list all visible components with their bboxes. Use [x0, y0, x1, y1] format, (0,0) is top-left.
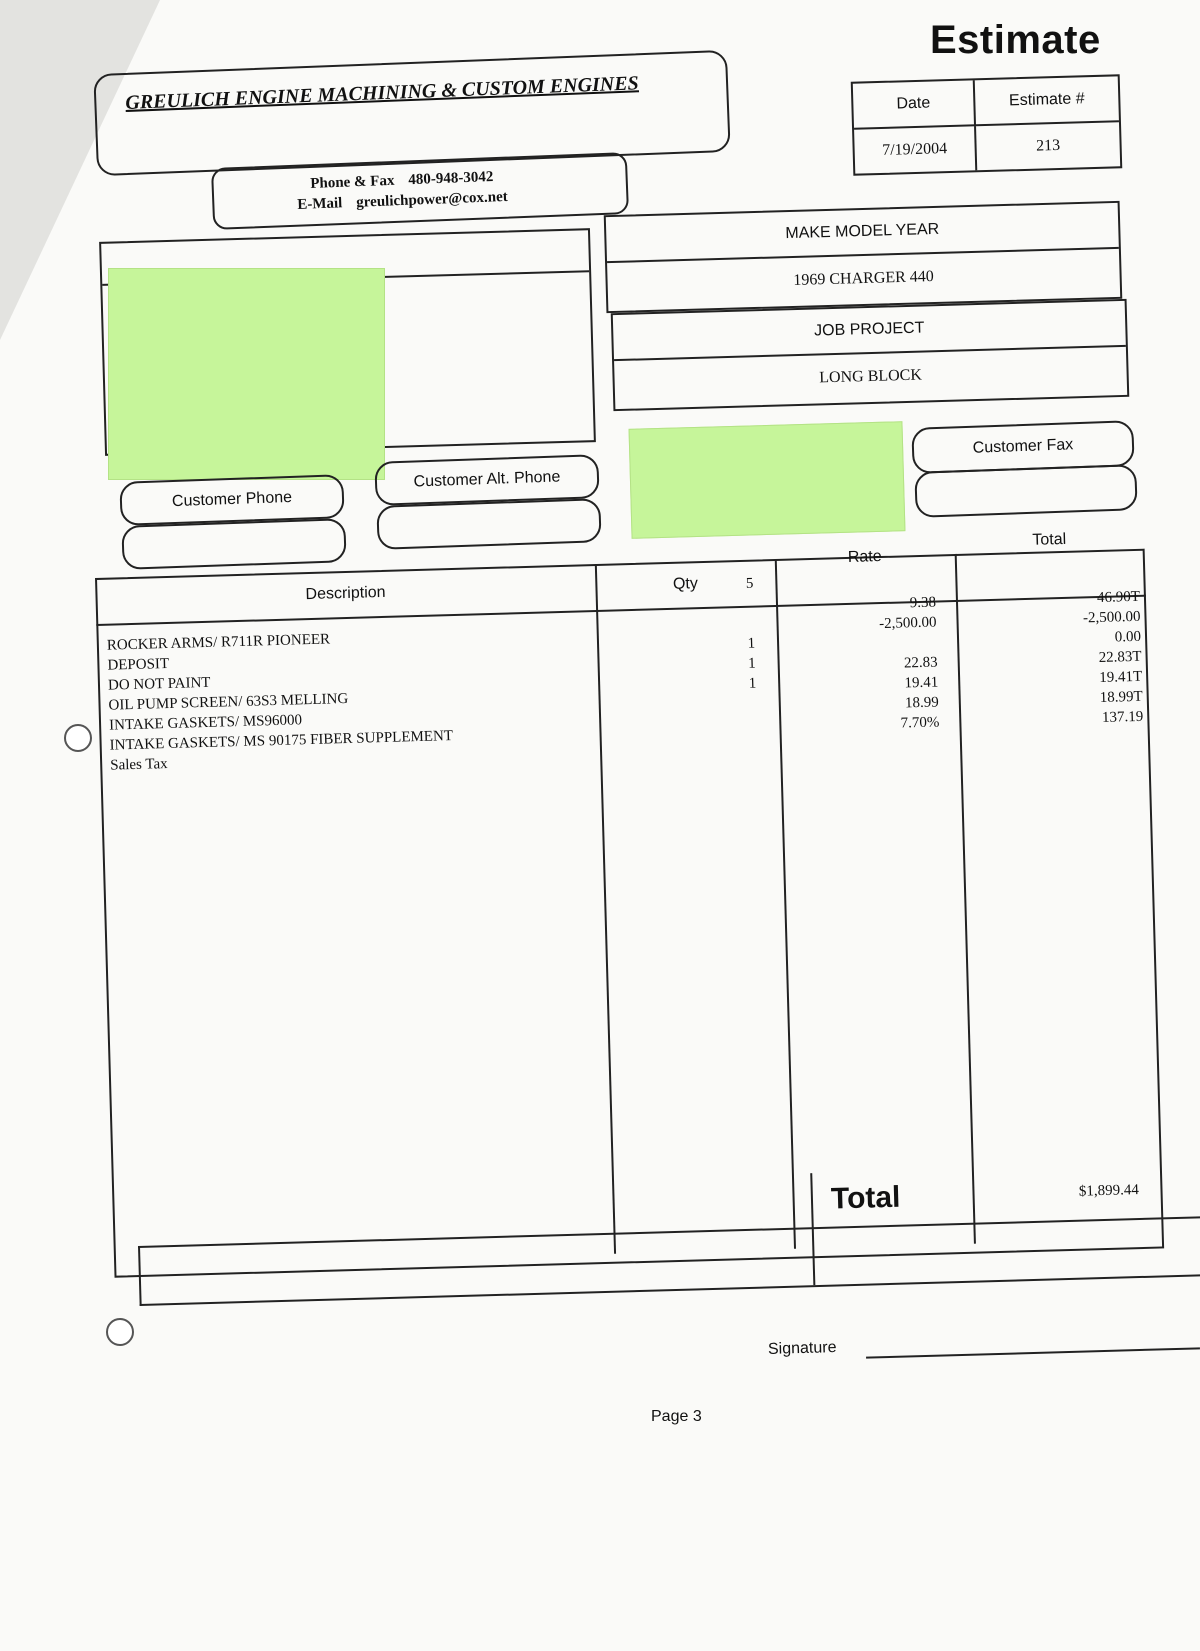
- table-row-rate: 22.83: [903, 654, 938, 672]
- customer-phone-label-pill: [119, 474, 344, 526]
- document-title: Estimate: [930, 18, 1101, 62]
- signature-line[interactable]: [866, 1347, 1200, 1358]
- signature-label: Signature: [767, 1339, 837, 1358]
- customer-alt-phone-field[interactable]: [376, 498, 601, 550]
- description-header: Description: [305, 583, 386, 604]
- table-row-total: 46.90T: [1096, 588, 1141, 607]
- customer-phone-field[interactable]: [121, 518, 346, 570]
- estimate-number-header: Estimate #: [975, 76, 1119, 126]
- table-row-qty: 1: [747, 635, 756, 652]
- make-model-year-value: 1969 CHARGER 440: [793, 268, 935, 289]
- table-row-total: 0.00: [1114, 628, 1142, 646]
- redacted-customer-email: [629, 421, 906, 539]
- table-row-rate: 18.99: [904, 694, 940, 712]
- redacted-customer-address: [108, 268, 385, 480]
- date-estimate-block: [851, 74, 1123, 175]
- job-project-box: [611, 299, 1130, 411]
- table-row-qty: 1: [748, 675, 757, 692]
- description-column: [107, 626, 454, 776]
- make-model-year-box: [604, 201, 1123, 313]
- table-row-description: DEPOSIT: [107, 655, 170, 674]
- rate-header: Rate: [847, 548, 882, 566]
- table-row-description: DO NOT PAINT: [107, 674, 211, 694]
- table-row-description: OIL PUMP SCREEN/ 63S3 MELLING: [108, 690, 349, 714]
- line-items-table: [95, 530, 1164, 1278]
- phone-fax-value: 480-948-3042: [408, 168, 494, 189]
- customer-phone-label: Customer Phone: [171, 488, 293, 511]
- table-row-total: -2,500.00: [1082, 608, 1141, 627]
- table-row-description: Sales Tax: [110, 756, 168, 774]
- email-value: greulichpower@cox.net: [355, 188, 509, 211]
- table-row-rate: 7.70%: [900, 714, 940, 732]
- table-row-rate: 19.41: [904, 674, 939, 692]
- make-model-year-label: MAKE MODEL YEAR: [606, 203, 1119, 263]
- table-row-total: 137.19: [1101, 708, 1144, 726]
- date-header: Date: [853, 80, 976, 129]
- rate-column: [756, 593, 940, 738]
- customer-fax-field[interactable]: [914, 464, 1137, 518]
- estimate-number-value: 213: [1035, 136, 1061, 155]
- qty-header: Qty: [672, 575, 699, 593]
- total-column: [942, 587, 1144, 732]
- customer-fax-label: Customer Fax: [972, 436, 1074, 457]
- total-header: Total: [1032, 530, 1067, 549]
- grand-total-value: $1,899.44: [1078, 1182, 1140, 1200]
- table-row-description: ROCKER ARMS/ R711R PIONEER: [106, 631, 331, 654]
- job-project-value: LONG BLOCK: [819, 366, 923, 387]
- customer-alt-phone-label: Customer Alt. Phone: [413, 468, 561, 491]
- table-row-qty: 5: [745, 575, 754, 592]
- grand-total-label: Total: [830, 1180, 901, 1216]
- date-value: 7/19/2004: [854, 126, 977, 173]
- company-name-box: [93, 50, 730, 176]
- binder-hole: [106, 1318, 134, 1346]
- phone-fax-label: Phone & Fax: [310, 172, 395, 192]
- job-project-label: JOB PROJECT: [613, 301, 1126, 361]
- qty-column: [575, 574, 757, 719]
- table-row-total: 22.83T: [1098, 648, 1142, 667]
- company-name: GREULICH ENGINE MACHINING & CUSTOM ENGINES: [125, 72, 640, 114]
- table-row-rate: 9.38: [909, 594, 937, 612]
- table-row-description: INTAKE GASKETS/ MS 90175 FIBER SUPPLEMENT: [109, 728, 454, 754]
- table-row-total: 18.99T: [1099, 688, 1143, 706]
- table-row-qty: 1: [747, 655, 756, 672]
- table-row-rate: -2,500.00: [878, 614, 937, 633]
- customer-alt-phone-label-pill: [374, 454, 599, 506]
- page-number: Page 3: [651, 1408, 702, 1425]
- table-row-description: INTAKE GASKETS/ MS96000: [108, 712, 303, 734]
- table-row-total: 19.41T: [1099, 668, 1143, 686]
- binder-hole: [64, 724, 92, 752]
- email-label: E-Mail: [297, 195, 343, 213]
